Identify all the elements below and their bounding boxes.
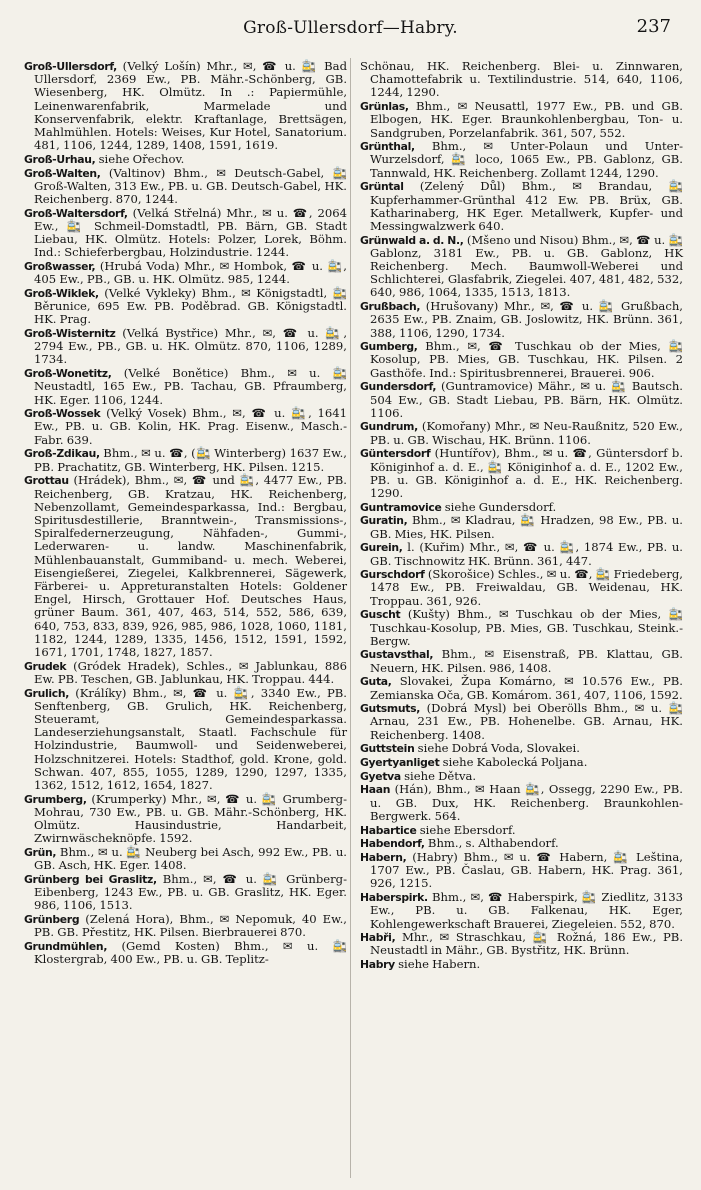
gazetteer-entry: [360, 300, 683, 340]
entry-headword: Gurein,: [360, 541, 403, 555]
gazetteer-entry: [360, 340, 683, 380]
entry-headword: Grumberg,: [24, 792, 87, 806]
entry-headword: Groß-Wiklek,: [24, 286, 99, 300]
gazetteer-entry: [24, 793, 347, 846]
gazetteer-entry: [24, 367, 347, 407]
entry-text: (Velké Bonětice) Bhm., ✉ u. 🚉 Neustadtl, 165 Ew., PB. Tachau, GB. Pfraumberg, HK. Eger. 1106, 1244.: [34, 366, 347, 407]
gazetteer-entry: [360, 447, 683, 500]
gazetteer-entry: [360, 958, 683, 971]
entry-headword: Gutsmuts,: [360, 702, 421, 716]
gazetteer-entry: [360, 675, 683, 701]
entry-text: Bhm., ✉ u. ☎, (🚉 Winterberg) 1637 Ew., PB. Prachatitz, GB. Winterberg, HK. Pilsen. 1215.: [34, 446, 347, 474]
gazetteer-entry: [360, 608, 683, 648]
entry-headword: Guscht: [360, 608, 401, 622]
entry-headword: Grulich,: [24, 686, 70, 700]
gazetteer-entry: [360, 756, 683, 769]
entry-headword: Gundrum,: [360, 420, 418, 434]
gazetteer-entry: [360, 420, 683, 446]
entry-text: Bhm., s. Althabendorf.: [424, 836, 559, 851]
entry-headword: Gurschdorf: [360, 568, 425, 582]
entry-text: Bhm., ✉ Eisenstraß, PB. Klattau, GB. Neuern, HK. Pilsen. 986, 1408.: [370, 647, 683, 675]
entry-headword: Großwasser,: [24, 260, 96, 274]
entry-headword: Habern,: [360, 850, 407, 864]
entry-text: siehe Dětva.: [400, 768, 477, 783]
gazetteer-entry: [360, 770, 683, 783]
entry-text: (Zelená Hora), Bhm., ✉ Nepomuk, 40 Ew., PB. GB. Přestitz, HK. Pilsen. Bierbrauerei 870.: [34, 912, 347, 940]
entry-headword: Güntersdorf: [360, 447, 431, 461]
gazetteer-entry: [360, 541, 683, 567]
entry-headword: Guta,: [360, 675, 392, 689]
entry-text: (Huntířov), Bhm., ✉ u. ☎, Güntersdorf b. Königinhof a. d. E., 🚉 Königinhof a. d. E., 1202 Ew., PB. u. GB. Königinhof a. d. E., HK. Reichenberg. 1290.: [370, 446, 683, 500]
gazetteer-entry: [24, 327, 347, 367]
entry-text: (Velké Vykleky) Bhm., ✉ Königstadtl, 🚉 Běrunice, 695 Ew. PB. Poděbrad. GB. Königstadtl. HK. Prag.: [34, 285, 347, 327]
entry-headword: Grünberg bei Graslitz,: [24, 872, 157, 886]
gazetteer-entry: [360, 891, 683, 931]
entry-text: (Hrušovany) Mhr., ✉, ☎ u. 🚉 Grußbach, 2635 Ew., PB. Znaim, GB. Joslowitz, HK. Brünn. 361, 388, 1106, 1290, 1734.: [370, 299, 683, 340]
page-number: 237: [636, 16, 671, 37]
right-column: [360, 60, 683, 972]
entry-headword: Grün,: [24, 845, 57, 859]
entry-headword: Haan: [360, 783, 391, 797]
gazetteer-entry: [24, 153, 347, 166]
entry-headword: Grünwald a. d. N.,: [360, 233, 464, 247]
entry-headword: Haberspirk.: [360, 891, 428, 905]
entry-headword: Groß-Ullersdorf,: [24, 60, 117, 73]
gazetteer-entry: [24, 287, 347, 327]
gazetteer-entry: [24, 660, 347, 686]
gazetteer-entry: [360, 514, 683, 540]
gazetteer-entry: [24, 447, 347, 473]
gazetteer-entry: [360, 60, 683, 100]
entry-text: siehe Dobrá Voda, Slovakei.: [414, 741, 580, 756]
entry-headword: Gyertyanliget: [360, 756, 440, 770]
entry-headword: Groß-Walten,: [24, 166, 101, 180]
entry-text: (Habry) Bhm., ✉ u. ☎ Habern, 🚉 Leština, 1707 Ew., PB. Časlau, GB. Habern, HK. Prag. 361, 926, 1215.: [370, 849, 683, 891]
gazetteer-entry: [24, 687, 347, 793]
entry-text: (Velká Bystřice) Mhr., ✉, ☎ u. 🚉, 2794 Ew., PB., GB. u. HK. Olmütz. 870, 1106, 1289, 1734.: [34, 326, 347, 367]
gazetteer-entry: [360, 742, 683, 755]
entry-text: siehe Habern.: [394, 957, 481, 972]
entry-text: (Velký Lošín) Mhr., ✉, ☎ u. 🚉 Bad Ullersdorf, 2369 Ew., PB. Mähr.-Schönberg, GB. Wiesenberg, HK. Olmütz. In .: Papiermühle, Leinenwarenfabrik, Marmelade und Konservenfabrik, elektr. Kraftanlage, Brettsägen, Mahlmühlen. Hotels: Weises, Kur Hotel, Sanatorium. 481, 1106, 1244, 1289, 1408, 1591, 1619.: [34, 59, 347, 153]
gazetteer-entry: [360, 837, 683, 850]
entry-text: (Skorošice) Schles., ✉ u. ☎, 🚉 Friedeberg, 1478 Ew., PB. Freiwaldau, GB. Weidenau, HK. Troppau. 361, 926.: [370, 567, 683, 608]
gazetteer-entry: [24, 207, 347, 260]
entry-text: (Kušty) Bhm., ✉ Tuschkau ob der Mies, 🚉 Tuschkau-Kosolup, PB. Mies, GB. Tuschkau, Steink.-Bergw.: [370, 607, 683, 648]
gazetteer-entry: [360, 100, 683, 140]
entry-text: (Mšeno und Nisou) Bhm., ✉, ☎ u. 🚉 Gablonz, 3181 Ew., PB. u. GB. Gablonz, HK Reichenberg. Mech. Baumwoll-Weberei und Schlichterei, Glasfabrik, Ziegelei. 407, 481, 482, 532, 640, 986, 1064, 1335, 1513, 1813.: [370, 232, 683, 300]
gazetteer-entry: [24, 260, 347, 286]
gazetteer-entry: [360, 931, 683, 957]
entry-headword: Habry: [360, 958, 395, 972]
running-head: Groß-Ullersdorf—Habry.: [243, 18, 458, 38]
entry-headword: Groß-Waltersdorf,: [24, 206, 128, 220]
gazetteer-entry: [24, 940, 347, 966]
gazetteer-entry: [360, 140, 683, 180]
entry-headword: Guratin,: [360, 514, 408, 528]
entry-text: siehe Ořechov.: [95, 151, 185, 166]
entry-text: (Velký Vosek) Bhm., ✉, ☎ u. 🚉, 1641 Ew., PB. u. GB. Kolin, HK. Prag. Eisenw., Masch.-Fabr. 639.: [34, 406, 347, 447]
entry-headword: Gyetva: [360, 769, 401, 783]
gazetteer-entry: [24, 167, 347, 207]
entry-text: Bhm., ✉, ☎ Haberspirk, 🚉 Ziedlitz, 3133 Ew., PB. u. GB. Falkenau, HK. Eger, Kohlengewerkschaft Brauerei, Ziegeleien. 552, 870.: [370, 890, 683, 931]
entry-headword: Habendorf,: [360, 837, 425, 851]
gazetteer-entry: [24, 474, 347, 659]
gazetteer-entry: [360, 702, 683, 742]
entry-text: (Valtinov) Bhm., ✉ Deutsch-Gabel, 🚉 Groß-Walten, 313 Ew., PB. u. GB. Deutsch-Gabel, HK. Reichenberg. 870, 1244.: [34, 165, 347, 207]
entry-headword: Groß-Wossek: [24, 407, 101, 421]
entry-headword: Grundmühlen,: [24, 939, 108, 953]
entry-headword: Grottau: [24, 474, 69, 488]
entry-text: (Velká Střelná) Mhr., ✉ u. ☎, 2064 Ew., 🚉 Schmeil-Domstadtl, PB. Bärn, GB. Stadt Liebau, HK. Olmütz. Hotels: Polzer, Lorek, Böhm. Ind.: Schieferbergbau, Holzindustrie. 1244.: [34, 205, 347, 260]
entry-text: l. (Kuřim) Mhr., ✉, ☎ u. 🚉, 1874 Ew., PB. u. GB. Tischnowitz HK. Brünn. 361, 447.: [370, 540, 683, 568]
entry-headword: Guttstein: [360, 742, 415, 756]
gazetteer-entry: [24, 873, 347, 913]
entry-headword: Grünthal,: [360, 140, 415, 154]
entry-text: Bhm., ✉, ☎ u. 🚉 Grünberg-Eibenberg, 1243 Ew., PB. u. GB. Graslitz, HK. Eger. 986, 1106, 1513.: [34, 871, 348, 913]
gazetteer-entry: [360, 501, 683, 514]
gazetteer-entry: [360, 648, 683, 674]
gazetteer-entry: [360, 824, 683, 837]
entry-headword: Groß-Wonetitz,: [24, 367, 112, 381]
gazetteer-entry: [24, 60, 347, 152]
left-column: [24, 60, 347, 967]
entry-text: siehe Ebersdorf.: [416, 822, 516, 837]
entry-headword: Groß-Urhau,: [24, 152, 96, 166]
column-divider: [350, 58, 351, 1178]
gazetteer-entry: [360, 851, 683, 891]
entry-text: Bhm., ✉, ☎ Tuschkau ob der Mies, 🚉 Kosolup, PB. Mies, GB. Tuschkau, HK. Pilsen. 2 Gasthöfe. Ind.: Spiritusbrennerei, Brauerei. 906.: [370, 339, 683, 380]
entry-headword: Grünberg: [24, 913, 80, 926]
entry-headword: Groß-Zdikau,: [24, 447, 100, 461]
entry-headword: Gumberg,: [360, 340, 418, 354]
entry-text: (Komořany) Mhr., ✉ Neu-Raußnitz, 520 Ew., PB. u. GB. Wischau, HK. Brünn. 1106.: [370, 419, 683, 447]
entry-text: (Králíky) Bhm., ✉, ☎ u. 🚉, 3340 Ew., PB. Senftenberg, GB. Grulich, HK. Reichenberg, Steueramt, Gemeindesparkassa. Landeserziehungsanstalt, Staatl. Fachschule für Holzindustrie, Baumwoll- und Seidenweberei, Holzschnitzerei. Hotels: Stadthof, gold. Krone, gold. Schwan. 407, 855, 1055, 1289, 1290, 1297, 1335, 1362, 1512, 1612, 1654, 1827.: [34, 685, 347, 792]
entry-text: Slovakei, Župa Komárno, ✉ 10.576 Ew., PB. Zemianska Oča, GB. Komárom. 361, 407, 1106, 1592.: [370, 674, 683, 702]
entry-headword: Gundersdorf,: [360, 380, 437, 394]
entry-text: Bhm., ✉ Neusattl, 1977 Ew., PB. und GB. Elbogen, HK. Eger. Braunkohlenbergbau, Ton- u. Sandgruben, Porzelanfabrik. 361, 507, 552.: [370, 99, 683, 140]
gazetteer-entry: [360, 380, 683, 420]
entry-headword: Habři,: [360, 931, 396, 945]
gazetteer-entry: [24, 846, 347, 872]
entry-text: (Gemd Kosten) Bhm., ✉ u. 🚉 Klostergrab, 400 Ew., PB. u. GB. Teplitz-: [34, 938, 347, 967]
entry-headword: Grudek: [24, 659, 67, 673]
entry-headword: Grußbach,: [360, 300, 421, 314]
entry-text: (Guntramovice) Mähr., ✉ u. 🚉 Bautsch. 504 Ew., GB. Stadt Liebau, PB. Bärn, HK. Olmütz. 1106.: [370, 379, 683, 420]
gazetteer-entry: [360, 568, 683, 608]
entry-headword: Gustavsthal,: [360, 648, 434, 662]
entry-headword: Guntramovice: [360, 500, 442, 514]
entry-text: siehe Gundersdorf.: [441, 499, 557, 514]
entry-text: Bhm., ✉ u. 🚉 Neuberg bei Asch, 992 Ew., PB. u. GB. Asch, HK. Eger. 1408.: [34, 844, 347, 873]
entry-text: Schönau, HK. Reichenberg. Blei- u. Zinnwaren, Chamottefabrik u. Textilindustrie. 514, 640, 1106, 1244, 1290.: [360, 59, 683, 100]
entry-text: (Hrubá Voda) Mhr., ✉ Hombok, ☎ u. 🚉, 405 Ew., PB., GB. u. HK. Olmütz. 985, 1244.: [34, 259, 347, 287]
entry-headword: Habartice: [360, 823, 417, 837]
entry-text: (Hán), Bhm., ✉ Haan 🚉, Ossegg, 2290 Ew., PB. u. GB. Dux, HK. Reichenberg. Braunkohlen-Bergwerk. 564.: [370, 782, 683, 823]
gazetteer-entry: [360, 783, 683, 823]
entry-headword: Groß-Wisternitz: [24, 327, 116, 341]
entry-text: Bhm., ✉ Unter-Polaun und Unter-Wurzelsdorf, 🚉 loco, 1065 Ew., PB. Gablonz, GB. Tannwald, HK. Reichenberg. Zollamt 1244, 1290.: [370, 139, 683, 180]
entry-headword: Grünlas,: [360, 100, 409, 114]
page-header: [0, 14, 701, 44]
gazetteer-entry: [24, 913, 347, 939]
gazetteer-entry: [360, 234, 683, 300]
entry-text: (Dobrá Mysl) bei Oberölls Bhm., ✉ u. 🚉 Arnau, 231 Ew., PB. Hohenelbe. GB. Arnau, HK. Reichenberg. 1408.: [370, 701, 683, 742]
entry-text: (Gródek Hradek), Schles., ✉ Jablunkau, 886 Ew. PB. Teschen, GB. Jablunkau, HK. Troppau. 444.: [34, 658, 347, 686]
entry-text: Bhm., ✉ Kladrau, 🚉 Hradzen, 98 Ew., PB. u. GB. Mies, HK. Pilsen.: [370, 513, 683, 541]
entry-text: Mhr., ✉ Straschkau, 🚉 Rožná, 186 Ew., PB. Neustadtl in Mähr., GB. Bystřitz, HK. Brünn.: [370, 930, 683, 958]
entry-text: (Zelený Důl) Bhm., ✉ Brandau, 🚉 Kupferhammer-Grünthal 412 Ew. PB. Brüx, GB. Katharinaberg, HK Eger. Metallwerk, Kupfer- und Messingwalzwerk 640.: [370, 179, 683, 233]
entry-text: (Krumperky) Mhr., ✉, ☎ u. 🚉 Grumberg-Mohrau, 730 Ew., PB. u. GB. Mähr.-Schönberg, HK. Olmütz. Hausindustrie, Handarbeit, Zwirnwäscheknöpfe. 1592.: [34, 791, 347, 846]
entry-text: siehe Kabolecká Poljana.: [439, 755, 588, 770]
gazetteer-entry: [24, 407, 347, 447]
entry-headword: Grüntal: [360, 180, 404, 194]
gazetteer-entry: [360, 180, 683, 233]
entry-text: (Hrádek), Bhm., ✉, ☎ und 🚉, 4477 Ew., PB. Reichenberg, GB. Kratzau, HK. Reichenberg, Nebenzollamt, Gemeindesparkassa, Ind.: Bergbau, Spiritusdestillerie, Branntwein-, Transmissions-, Spiralfedernerzeugung, Nähfaden-, Gummi-, Lederwaren- u. landw. Maschinenfabrik, Mühlenbauanstalt, Gummiband- u. mech. Weberei, Eisengießerei, Ziegelei, Kalkbrennerei, Sägewerk, Färberei- u. Appreturanstalten Hotels: Goldener Engel, Hirsch, Grottauer Hof. Deutsches Haus, grüner Baum. 361, 407, 463, 514, 552, 586, 639, 640, 753, 833, 839, 926, 985, 986, 1028, 1060, 1181, 1182, 1244, 1289, 1335, 1456, 1512, 1591, 1592, 1671, 1701, 1748, 1827, 1857.: [34, 473, 347, 659]
